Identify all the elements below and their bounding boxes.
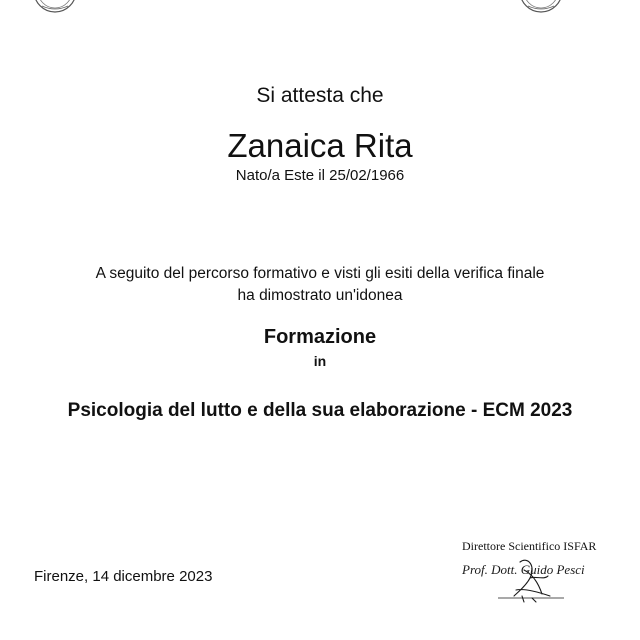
- director-role: Direttore Scientifico ISFAR: [462, 539, 597, 553]
- description-line-1: A seguito del percorso formativo e visti gli esiti della verifica finale: [95, 265, 545, 282]
- course-title: Psicologia del lutto e della sua elaborazione - ECM 2023: [67, 400, 573, 421]
- description-line-2: ha dimostrato un'idonea: [237, 287, 403, 304]
- seal-icon-right: [518, 0, 564, 14]
- description: [0, 263, 640, 307]
- qualification-preposition: in: [313, 353, 327, 369]
- signature-text: Prof. Dott. Guido Pesci: [462, 562, 585, 577]
- attestation-intro: Si attesta che: [256, 84, 384, 107]
- qualification-title: Formazione: [263, 326, 377, 348]
- signature-icon: [458, 552, 608, 604]
- birth-info: Nato/a Este il 25/02/1966: [235, 167, 405, 184]
- place-date: Firenze, 14 dicembre 2023: [34, 568, 213, 585]
- recipient-name: Zanaica Rita: [227, 127, 413, 164]
- seal-icon-left: [32, 0, 78, 14]
